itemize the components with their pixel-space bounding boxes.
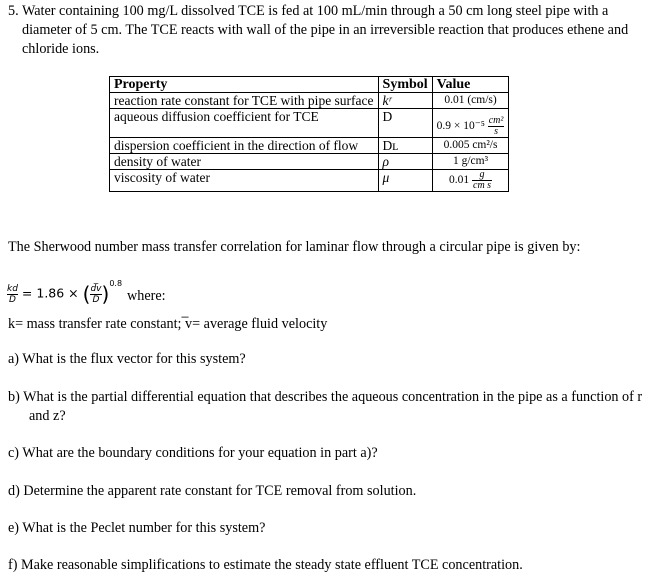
equation-exponent: 0.8 <box>109 279 123 289</box>
header-symbol: Symbol <box>378 77 432 93</box>
variable-definitions: k= mass transfer rate constant; ̅v= average fluid velocity <box>8 316 328 332</box>
intro-line-1: Water containing 100 mg/L dissolved TCE is fed at 100 mL/min through a 50 cm long steel pipe with a <box>22 3 609 19</box>
inner-fraction <box>90 284 101 305</box>
question-b <box>8 388 658 426</box>
property-cell: dispersion coefficient in the direction of flow <box>110 138 379 154</box>
question-b-line-2: and z? <box>29 408 66 424</box>
lhs-fraction <box>7 284 18 305</box>
intro-line-3: chloride ions. <box>22 41 100 57</box>
symbol-cell: μ <box>378 170 432 192</box>
inner-denominator: D <box>92 294 100 305</box>
lhs-numerator: kd <box>7 283 18 294</box>
problem-number: 5. <box>8 3 19 19</box>
symbol-cell: kʳ <box>378 93 432 109</box>
question-a: a) What is the flux vector for this system? <box>8 351 246 367</box>
header-value: Value <box>432 77 509 93</box>
sherwood-intro: The Sherwood number mass transfer correlation for laminar flow through a circular pipe is given by: <box>8 239 581 255</box>
value-prefix: 0.9 × 10⁻⁵ <box>436 120 485 133</box>
value-cell <box>432 109 509 138</box>
fraction-numerator: g <box>472 170 492 181</box>
fraction-denominator: cm s <box>473 180 492 191</box>
sherwood-equation <box>7 279 123 306</box>
question-f: f) Make reasonable simplifications to estimate the steady state effluent TCE concentration. <box>8 557 523 573</box>
property-cell: aqueous diffusion coefficient for TCE <box>110 109 379 138</box>
property-table <box>109 76 509 192</box>
right-paren: ) <box>101 282 110 306</box>
table-row <box>110 154 509 170</box>
property-cell: reaction rate constant for TCE with pipe surface <box>110 93 379 109</box>
value-cell: 0.01 (cm/s) <box>432 93 509 109</box>
symbol-cell: ρ <box>378 154 432 170</box>
header-property: Property <box>110 77 379 93</box>
question-d: d) Determine the apparent rate constant for TCE removal from solution. <box>8 483 417 499</box>
equation-equals: = 1.86 × <box>21 285 79 301</box>
problem-statement <box>8 2 658 59</box>
table-row <box>110 138 509 154</box>
table-row <box>110 93 509 109</box>
question-e: e) What is the Peclet number for this system? <box>8 520 266 536</box>
value-cell: 1 g/cm³ <box>432 154 509 170</box>
question-c: c) What are the boundary conditions for your equation in part a)? <box>8 445 378 461</box>
value-fraction <box>472 170 492 191</box>
left-paren: ( <box>82 282 91 306</box>
symbol-cell: Dʟ <box>378 138 432 154</box>
table-header-row <box>110 77 509 93</box>
table-row <box>110 109 509 138</box>
where-label: where: <box>127 288 166 304</box>
value-cell: 0.005 cm²/s <box>432 138 509 154</box>
property-cell: viscosity of water <box>110 170 379 192</box>
inner-numerator: d̅v <box>90 283 102 294</box>
table-row <box>110 170 509 192</box>
question-b-line-1: b) What is the partial differential equation that describes the aqueous concentration in the pipe as a function of r <box>8 389 643 405</box>
value-cell <box>432 170 509 192</box>
symbol-cell: D <box>378 109 432 138</box>
property-cell: density of water <box>110 154 379 170</box>
lhs-denominator: D <box>9 294 16 305</box>
value-prefix: 0.01 <box>449 174 470 187</box>
fraction-denominator: s <box>494 126 499 137</box>
fraction-numerator: cm² <box>488 115 504 126</box>
value-fraction <box>488 116 505 137</box>
intro-line-2: diameter of 5 cm. The TCE reacts with wall of the pipe in an irreversible reaction that produces ethene and <box>22 22 629 38</box>
